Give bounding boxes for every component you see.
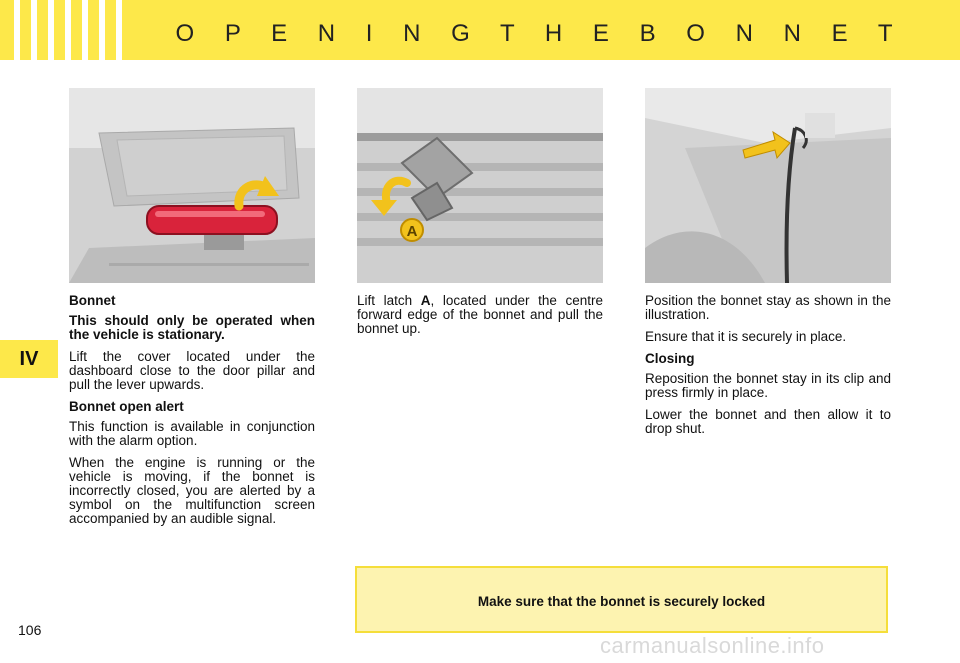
grille-latch-photo — [357, 88, 603, 283]
page-title: O P E N I N G T H E B O N N E T — [175, 20, 905, 47]
column-bonnet-release — [69, 294, 315, 534]
page-number: 106 — [18, 622, 42, 638]
paragraph-lift-latch — [357, 294, 603, 336]
chapter-label: IV — [19, 348, 39, 370]
watermark: carmanualsonline.info — [600, 633, 825, 658]
warning-stationary: This should only be operated when the vehicle is stationary. — [69, 313, 315, 342]
latch-text-prefix: Lift latch — [357, 293, 421, 308]
chapter-tab[interactable] — [0, 340, 58, 378]
bonnet-stay-photo — [645, 88, 891, 283]
heading-bonnet: Bonnet — [69, 293, 116, 308]
bonnet-lever-photo — [69, 88, 315, 283]
paragraph-alert-signal: When the engine is running or the vehicle is moving, if the bonnet is incorrectly closed, you are alerted by a symbol on the multifunction screen accompanied by an audible signal. — [69, 455, 315, 526]
heading-closing: Closing — [645, 351, 695, 366]
header-stripe — [31, 0, 37, 60]
paragraph-position-stay: Position the bonnet stay as shown in the illustration. — [645, 293, 891, 322]
paragraph-securely: Ensure that it is securely in place. — [645, 329, 847, 344]
heading-bonnet-open-alert: Bonnet open alert — [69, 399, 184, 414]
column-latch — [357, 294, 603, 344]
paragraph-lever: Lift the cover located under the dashboard close to the door pillar and pull the lever upwards. — [69, 349, 315, 392]
paragraph-reposition: Reposition the bonnet stay in its clip and press firmly in place. — [645, 371, 891, 400]
header-band — [0, 0, 960, 60]
column-bonnet-stay — [645, 294, 891, 444]
header-stripe — [65, 0, 71, 60]
header-stripe — [48, 0, 54, 60]
latch-text-suffix: , located under the centre forward edge of the bonnet and pull the bonnet up. — [357, 293, 603, 336]
paragraph-alarm-option: This function is available in conjunction with the alarm option. — [69, 419, 315, 448]
header-stripe — [82, 0, 88, 60]
notice-text: Make sure that the bonnet is securely locked — [477, 594, 766, 609]
notice-box — [355, 566, 888, 633]
header-stripe — [14, 0, 20, 60]
paragraph-lower-bonnet: Lower the bonnet and then allow it to drop shut. — [645, 407, 891, 436]
latch-a-label: A — [406, 223, 418, 240]
latch-text-letter: A — [420, 293, 431, 308]
header-stripe — [99, 0, 105, 60]
